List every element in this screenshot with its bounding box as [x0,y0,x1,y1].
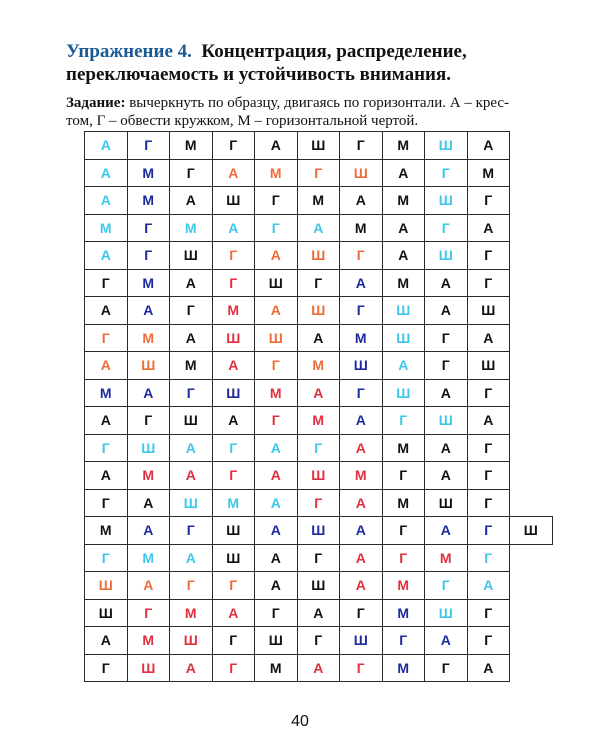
grid-cell[interactable]: М [382,654,425,682]
grid-cell[interactable]: Г [425,572,468,600]
grid-cell[interactable]: Ш [85,599,128,627]
grid-cell[interactable]: А [255,544,298,572]
grid-row [85,489,553,517]
grid-cell[interactable]: А [255,242,298,270]
grid-cell[interactable]: Г [170,572,213,600]
grid-cell[interactable]: А [297,324,340,352]
grid-cell[interactable]: Г [297,159,340,187]
grid-cell[interactable]: Г [425,324,468,352]
grid-cell[interactable]: Ш [297,572,340,600]
grid-cell[interactable]: Ш [127,654,170,682]
grid-cell[interactable]: М [170,599,213,627]
grid-cell[interactable]: Г [212,242,255,270]
grid-cell[interactable]: Ш [212,324,255,352]
grid-row [85,297,553,325]
grid-cell[interactable]: Ш [212,517,255,545]
exercise-number: Упражнение 4. [66,41,192,62]
grid-cell[interactable]: А [467,324,510,352]
grid-cell[interactable]: Г [467,462,510,490]
grid-cell[interactable]: А [85,352,128,380]
grid-cell[interactable]: А [340,407,383,435]
grid-cell[interactable]: А [425,297,468,325]
task-instructions [66,94,562,130]
grid-cell[interactable]: М [297,352,340,380]
grid-cell[interactable]: Г [425,159,468,187]
grid-cell[interactable]: Г [170,297,213,325]
grid-cell[interactable]: Г [255,352,298,380]
grid-cell[interactable]: А [340,187,383,215]
grid-cell[interactable]: М [170,214,213,242]
grid-cell[interactable]: Г [467,434,510,462]
grid-cell[interactable]: А [297,214,340,242]
grid-row [85,572,553,600]
exercise-heading [66,40,546,86]
grid-cell[interactable]: Ш [85,572,128,600]
grid-cell[interactable]: Ш [212,544,255,572]
grid-cell[interactable]: М [382,572,425,600]
grid-row [85,187,553,215]
grid-cell[interactable]: М [382,489,425,517]
grid-cell[interactable]: А [425,434,468,462]
grid-cell[interactable]: М [127,187,170,215]
grid-cell[interactable]: Ш [425,599,468,627]
grid-cell[interactable]: Г [340,654,383,682]
grid-cell[interactable]: Ш [170,242,213,270]
grid-cell[interactable]: М [255,654,298,682]
grid-cell[interactable]: Г [85,324,128,352]
task-text-line1: вычеркнуть по образцу, двигаясь по горизонтали. А – крес- [129,95,510,111]
grid-cell[interactable]: М [127,544,170,572]
grid-cell[interactable]: Ш [340,627,383,655]
grid-cell[interactable]: А [382,214,425,242]
grid-cell[interactable]: А [297,599,340,627]
grid-cell[interactable]: М [297,187,340,215]
grid-cell[interactable]: Ш [297,242,340,270]
grid-cell[interactable]: Г [467,242,510,270]
grid-cell[interactable]: А [382,352,425,380]
grid-cell[interactable]: А [382,159,425,187]
grid-cell[interactable]: А [255,462,298,490]
grid-cell[interactable]: А [340,434,383,462]
grid-row [85,654,553,682]
grid-cell[interactable]: Ш [170,627,213,655]
grid-cell[interactable]: Г [170,159,213,187]
grid-cell[interactable]: Г [85,489,128,517]
grid-cell[interactable]: Ш [212,187,255,215]
grid-cell[interactable]: Ш [382,297,425,325]
grid-cell[interactable]: А [170,324,213,352]
grid-cell[interactable]: А [85,132,128,160]
grid-cell[interactable]: А [85,297,128,325]
grid-row [85,352,553,380]
grid-cell[interactable]: Ш [425,187,468,215]
grid-cell[interactable]: М [382,187,425,215]
grid-cell[interactable]: А [170,269,213,297]
grid-cell[interactable]: Г [425,214,468,242]
grid-cell[interactable]: Г [212,434,255,462]
grid-cell[interactable]: А [425,379,468,407]
grid-cell[interactable]: Г [85,544,128,572]
grid-cell[interactable]: Г [340,242,383,270]
grid-cell[interactable]: Ш [382,379,425,407]
grid-cell[interactable]: А [170,462,213,490]
grid-cell[interactable]: Г [255,214,298,242]
grid-cell[interactable]: Г [467,599,510,627]
grid-cell[interactable]: Г [340,379,383,407]
grid-cell[interactable]: М [382,269,425,297]
grid-cell[interactable]: А [127,379,170,407]
grid-cell[interactable]: Ш [425,407,468,435]
grid-cell[interactable]: Ш [425,489,468,517]
grid-cell[interactable]: Ш [127,434,170,462]
grid-cell[interactable]: А [170,187,213,215]
grid-cell[interactable]: А [255,297,298,325]
grid-cell[interactable]: Ш [467,352,510,380]
grid-cell[interactable]: А [212,159,255,187]
grid-cell[interactable]: Г [212,572,255,600]
grid-cell[interactable]: Г [297,434,340,462]
letter-grid [84,131,553,682]
grid-cell[interactable]: А [212,352,255,380]
grid-cell[interactable]: Г [85,434,128,462]
grid-cell[interactable]: А [127,517,170,545]
grid-cell[interactable]: А [212,407,255,435]
grid-cell[interactable]: Г [467,517,510,545]
grid-cell[interactable]: А [425,627,468,655]
grid-cell[interactable]: Г [212,627,255,655]
grid-row [85,517,553,545]
grid-cell[interactable]: М [382,132,425,160]
grid-row [85,544,553,572]
grid-cell[interactable]: М [340,462,383,490]
grid-cell[interactable]: А [467,132,510,160]
grid-cell[interactable]: М [212,489,255,517]
task-label: Задание: [66,95,126,111]
grid-cell[interactable]: Г [255,407,298,435]
grid-cell[interactable]: Г [170,379,213,407]
grid-cell[interactable]: А [425,269,468,297]
grid-cell[interactable]: Ш [425,242,468,270]
heading-title-part1: Концентрация, распределение, [201,41,467,62]
page-number: 40 [291,713,309,730]
grid-cell[interactable]: А [340,544,383,572]
grid-cell[interactable]: М [170,352,213,380]
grid-cell[interactable]: М [297,407,340,435]
grid-cell[interactable]: Г [170,517,213,545]
grid-row [85,599,553,627]
grid-cell[interactable]: Г [425,352,468,380]
grid-cell[interactable]: А [467,407,510,435]
grid-cell[interactable]: А [467,572,510,600]
grid-cell[interactable]: Ш [425,132,468,160]
grid-cell[interactable]: А [425,462,468,490]
grid-cell[interactable]: А [212,214,255,242]
grid-cell[interactable]: Г [382,544,425,572]
grid-row [85,132,553,160]
grid-cell[interactable]: Г [382,517,425,545]
grid-cell[interactable]: М [467,159,510,187]
grid-cell[interactable]: Г [467,627,510,655]
grid-cell[interactable]: М [85,214,128,242]
grid-cell[interactable]: Ш [212,379,255,407]
grid-cell[interactable]: М [127,269,170,297]
grid-cell[interactable]: М [127,159,170,187]
grid-cell[interactable]: Г [340,599,383,627]
grid-cell[interactable]: Г [297,627,340,655]
grid-cell[interactable]: М [212,297,255,325]
grid-row [85,407,553,435]
grid-cell[interactable]: А [85,627,128,655]
grid-cell[interactable]: М [340,324,383,352]
grid-cell[interactable]: Г [212,654,255,682]
grid-cell[interactable]: Г [340,297,383,325]
grid-cell[interactable]: А [170,544,213,572]
grid-cell[interactable]: М [340,214,383,242]
grid-cell[interactable]: Г [467,269,510,297]
grid-cell[interactable]: Г [212,132,255,160]
grid-cell[interactable]: М [85,379,128,407]
grid-cell[interactable]: М [85,517,128,545]
grid-cell[interactable]: Ш [255,627,298,655]
grid-cell[interactable]: Ш [467,297,510,325]
grid-cell[interactable]: А [85,159,128,187]
grid-cell[interactable]: А [170,434,213,462]
grid-cell[interactable]: Г [127,242,170,270]
grid-cell[interactable]: А [425,517,468,545]
grid-row [85,379,553,407]
grid-cell[interactable]: М [127,324,170,352]
grid-cell[interactable]: А [255,517,298,545]
grid-cell[interactable]: А [340,269,383,297]
grid-cell[interactable]: М [255,379,298,407]
grid-cell[interactable]: Ш [170,407,213,435]
grid-cell[interactable]: Ш [297,132,340,160]
grid-cell[interactable]: А [85,187,128,215]
grid-cell[interactable]: Г [212,269,255,297]
grid-row [85,159,553,187]
grid-cell[interactable]: Г [467,379,510,407]
grid-cell[interactable]: Ш [297,517,340,545]
grid-cell[interactable]: М [382,599,425,627]
grid-cell[interactable]: Г [467,544,510,572]
grid-cell[interactable]: Ш [297,462,340,490]
grid-cell[interactable]: А [467,214,510,242]
grid-cell[interactable]: Г [382,462,425,490]
grid-cell[interactable]: А [340,517,383,545]
grid-cell[interactable]: Г [467,489,510,517]
grid-cell[interactable]: Г [85,269,128,297]
letter-grid-body [85,132,553,682]
grid-cell[interactable]: А [85,462,128,490]
grid-cell[interactable]: М [127,627,170,655]
grid-cell[interactable]: Ш [510,517,553,545]
grid-cell[interactable]: Г [127,132,170,160]
grid-cell[interactable]: А [85,407,128,435]
grid-cell[interactable]: А [127,297,170,325]
grid-cell[interactable]: Ш [382,324,425,352]
grid-cell[interactable]: А [212,599,255,627]
grid-row [85,627,553,655]
grid-cell[interactable]: Г [382,627,425,655]
grid-cell[interactable]: А [127,489,170,517]
grid-cell[interactable]: А [382,242,425,270]
grid-cell[interactable]: А [85,242,128,270]
grid-cell[interactable]: Ш [340,159,383,187]
grid-row [85,462,553,490]
grid-cell[interactable]: Г [255,187,298,215]
grid-cell[interactable]: Ш [297,297,340,325]
grid-cell[interactable]: Г [297,489,340,517]
grid-cell[interactable]: М [382,434,425,462]
grid-cell[interactable]: А [170,654,213,682]
grid-cell[interactable]: Г [127,214,170,242]
grid-cell[interactable]: М [127,462,170,490]
heading-title-part2: переключаемость и устойчивость внимания. [66,64,452,85]
grid-row [85,324,553,352]
grid-cell[interactable]: А [255,132,298,160]
grid-cell[interactable]: А [340,572,383,600]
grid-row [85,214,553,242]
grid-cell[interactable]: Г [85,654,128,682]
grid-cell[interactable]: Г [425,654,468,682]
grid-row [85,434,553,462]
grid-cell[interactable]: А [297,379,340,407]
grid-row [85,269,553,297]
grid-cell[interactable]: Г [127,407,170,435]
grid-cell[interactable]: А [467,654,510,682]
grid-cell[interactable]: М [170,132,213,160]
grid-cell[interactable]: Г [212,462,255,490]
grid-cell[interactable]: А [255,489,298,517]
grid-cell[interactable]: Г [467,187,510,215]
grid-cell[interactable]: А [340,489,383,517]
grid-cell[interactable]: Г [127,599,170,627]
grid-cell[interactable]: Г [297,544,340,572]
grid-cell[interactable]: А [297,654,340,682]
grid-cell[interactable]: Г [255,599,298,627]
grid-cell[interactable]: М [255,159,298,187]
task-text-line2: том, Г – обвести кружком, М – горизонтальной чертой. [66,113,419,129]
grid-cell[interactable]: Ш [340,352,383,380]
heading-line-1 [66,40,546,63]
grid-cell[interactable]: А [255,572,298,600]
grid-cell[interactable]: А [255,434,298,462]
grid-row [85,242,553,270]
grid-cell[interactable]: Ш [127,352,170,380]
grid-cell[interactable]: Г [340,132,383,160]
grid-cell[interactable]: Ш [170,489,213,517]
task-line-1 [66,94,562,112]
grid-cell[interactable]: Ш [255,324,298,352]
grid-cell[interactable]: Ш [255,269,298,297]
grid-cell[interactable]: М [425,544,468,572]
grid-cell[interactable]: А [127,572,170,600]
grid-cell[interactable]: Г [297,269,340,297]
grid-cell[interactable]: Г [382,407,425,435]
